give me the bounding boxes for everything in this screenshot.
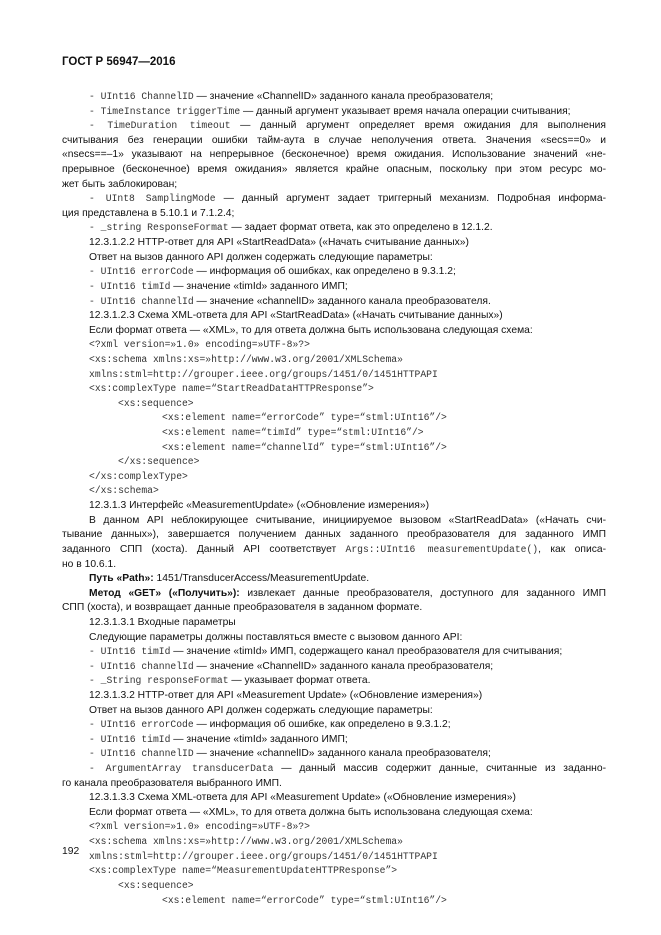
line-text: — данный массив содержит данные, считанные из заданно-	[273, 763, 607, 775]
code-fragment: <xs:schema xmlns:xs=»http://www.w3.org/2001/XMLSchema»	[89, 353, 403, 365]
text-line	[62, 470, 606, 485]
code-fragment: <?xml version=»1.0» encoding=»UTF-8»?>	[89, 821, 310, 833]
code-fragment: xmlns:stml=http://grouper.ieee.org/groups/1451/0/1451HTTPAPI	[89, 850, 438, 862]
line-text: , как описа-	[538, 543, 607, 555]
line-text: заданного СПП (хоста). Данный API соответствует	[62, 543, 346, 555]
text-line	[62, 747, 606, 762]
text-line	[62, 864, 606, 879]
text-line	[62, 105, 606, 120]
line-text: 12.3.1.2.3 Схема XML-ответа для API «StartReadData» («Начать считывание данных»)	[89, 310, 503, 322]
code-fragment: - ArgumentArray transducerData	[89, 763, 274, 775]
line-text: В данном API неблокирующее считывание, инициируемое вызовом «StartReadData» («Начать счи-	[89, 514, 606, 526]
text-line	[62, 324, 606, 339]
code-fragment: - UInt16 errorCode	[89, 719, 194, 731]
text-line	[62, 660, 606, 675]
text-line	[62, 484, 606, 499]
text-line	[62, 499, 606, 514]
text-line	[62, 353, 606, 368]
text-line	[62, 674, 606, 689]
text-line	[62, 178, 606, 193]
text-line	[62, 587, 606, 602]
code-fragment: <xs:element name=“errorCode” type=“stml:UInt16”/>	[162, 412, 447, 424]
line-text: но в 10.6.1.	[62, 558, 117, 570]
line-text: «nsecs==–1» указывают на непрерывное (бесконечное) время ожидания. Использование значений «не-	[62, 149, 606, 161]
bold-label: Путь «Path»:	[89, 573, 154, 585]
code-fragment: <xs:element name=“errorCode” type=“stml:UInt16”/>	[162, 894, 447, 906]
text-line	[62, 631, 606, 646]
code-fragment: - _String responseFormat	[89, 675, 229, 687]
line-text: СПП (хоста), и возвращает данные преобразователя в заданном формате.	[62, 602, 423, 614]
text-line	[62, 251, 606, 266]
line-text: жет быть заблокирован;	[62, 178, 178, 190]
line-text: 12.3.1.3.3 Схема XML-ответа для API «Measurement Update» («Обновление измерения»)	[89, 792, 516, 804]
line-text: — информация об ошибке, как определено в 9.3.1.2;	[193, 719, 451, 731]
line-text: 12.3.1.2.2 HTTP-ответ для API «StartReadData» («Начать считывание данных»)	[89, 237, 469, 249]
text-line	[62, 338, 606, 353]
text-line	[62, 820, 606, 835]
text-line	[62, 879, 606, 894]
code-fragment: </xs:schema>	[89, 485, 159, 497]
code-fragment: - TimeInstance triggerTime	[89, 105, 241, 117]
line-text: — данный аргумент указывает время начала операции считывания;	[240, 105, 571, 117]
line-text: Если формат ответа — «XML», то для ответа должна быть использована следующая схема:	[89, 806, 533, 818]
text-line	[62, 148, 606, 163]
text-line	[62, 543, 606, 558]
code-fragment: <xs:element name=“channelId” type=“stml:UInt16”/>	[162, 441, 447, 453]
text-line	[62, 119, 606, 134]
code-fragment: - UInt16 timId	[89, 646, 171, 658]
text-line	[62, 236, 606, 251]
text-line	[62, 382, 606, 397]
text-line	[62, 558, 606, 573]
code-fragment: - _string ResponseFormat	[89, 222, 229, 234]
line-text: — значение «timId» заданного ИМП;	[170, 280, 348, 292]
code-fragment: - UInt16 timId	[89, 280, 171, 292]
line-text: ция представлена в 5.10.1 и 7.1.2.4;	[62, 207, 235, 219]
text-line	[62, 192, 606, 207]
line-text: Если формат ответа — «XML», то для ответа должна быть использована следующая схема:	[89, 324, 533, 336]
text-line	[62, 455, 606, 470]
code-fragment: <xs:schema xmlns:xs=»http://www.w3.org/2001/XMLSchema»	[89, 836, 403, 848]
text-line	[62, 309, 606, 324]
text-line	[62, 90, 606, 105]
line-text: извлекает данные преобразователя, доступного для заданного ИМП	[239, 587, 606, 599]
line-text: — данный аргумент определяет время ожидания для выполнения	[230, 120, 606, 132]
text-line	[62, 762, 606, 777]
code-fragment: </xs:complexType>	[89, 470, 188, 482]
text-line	[62, 134, 606, 149]
line-text: 12.3.1.3.2 HTTP-ответ для API «Measurement Update» («Обновление измерения»)	[89, 689, 483, 701]
document-body	[62, 90, 606, 908]
line-text: — значение «ChannelID» заданного канала преобразователя;	[193, 660, 494, 672]
text-line	[62, 601, 606, 616]
code-fragment: - UInt16 ChannelID	[89, 91, 194, 102]
text-line	[62, 645, 606, 660]
text-line	[62, 689, 606, 704]
line-text: прерывное (бесконечное) время ожидания» является крайне опасным, поскольку при этом ресурс мо-	[62, 164, 606, 176]
text-line	[62, 850, 606, 865]
code-fragment: <xs:sequence>	[118, 397, 194, 409]
text-line	[62, 777, 606, 792]
text-line	[62, 894, 606, 909]
text-line	[62, 368, 606, 383]
text-line	[62, 280, 606, 295]
line-text: — значение «ChannelID» заданного канала преобразователя;	[193, 91, 494, 102]
text-line	[62, 295, 606, 310]
line-text: — значение «timId» заданного ИМП;	[170, 733, 348, 745]
line-text: — задает формат ответа, как это определено в 12.1.2.	[228, 222, 493, 234]
code-fragment: - UInt16 errorCode	[89, 266, 194, 278]
line-text: — указывает формат ответа.	[228, 675, 371, 687]
line-text: — значение «channelID» заданного канала преобразователя.	[193, 295, 491, 307]
code-fragment: <xs:complexType name=“StartReadDataHTTPResponse”>	[89, 383, 374, 395]
text-line	[62, 397, 606, 412]
code-fragment: - UInt16 channelID	[89, 748, 194, 760]
code-fragment: <xs:element name=“timId” type=“stml:UInt16”/>	[162, 427, 424, 439]
text-line	[62, 835, 606, 850]
text-line	[62, 733, 606, 748]
text-line	[62, 265, 606, 280]
text-line	[62, 163, 606, 178]
text-line	[62, 426, 606, 441]
line-text: Следующие параметры должны поставляться вместе с вызовом данного API:	[89, 631, 463, 643]
text-line	[62, 718, 606, 733]
text-line	[62, 572, 606, 587]
code-fragment: <?xml version=»1.0» encoding=»UTF-8»?>	[89, 339, 310, 351]
line-text: — значение «timId» ИМП, содержащего канал преобразователя для считывания;	[170, 646, 563, 658]
code-fragment: Args::UInt16 measurementUpdate()	[345, 543, 539, 555]
line-text: — данный аргумент задает триггерный механизм. Подробная информа-	[215, 193, 606, 205]
text-line	[62, 441, 606, 456]
code-fragment: - UInt16 channelId	[89, 295, 194, 307]
text-line	[62, 806, 606, 821]
code-fragment: </xs:sequence>	[118, 456, 200, 468]
code-fragment: <xs:sequence>	[118, 879, 194, 891]
line-text: — значение «channelID» заданного канала преобразователя;	[193, 748, 491, 760]
text-line	[62, 514, 606, 529]
code-fragment: - TimeDuration timeout	[89, 120, 231, 132]
bold-label: Метод «GET» («Получить»):	[89, 587, 240, 599]
line-text: Ответ на вызов данного API должен содержать следующие параметры:	[89, 704, 433, 716]
page-number: 192	[62, 846, 80, 857]
document-header: ГОСТ Р 56947—2016	[62, 56, 176, 68]
line-text: считывания без генерации ошибки тайм-аута в случае неполучения ответа. Значения «secs==0» и	[62, 134, 606, 146]
text-line	[62, 704, 606, 719]
code-fragment: - UInt16 channelId	[89, 660, 194, 672]
code-fragment: - UInt16 timId	[89, 733, 171, 745]
line-text: 12.3.1.3.1 Входные параметры	[89, 616, 236, 628]
text-line	[62, 411, 606, 426]
text-line	[62, 207, 606, 222]
text-line	[62, 616, 606, 631]
line-text: 1451/TransducerAccess/MeasurementUpdate.	[153, 573, 370, 585]
line-text: го канала преобразователя выбранного ИМП.	[62, 777, 282, 789]
line-text: тывание данных»), завершается получением данных заданного преобразователя для заданного ИМП	[62, 529, 606, 541]
line-text: Ответ на вызов данного API должен содержать следующие параметры:	[89, 251, 433, 263]
line-text: — информация об ошибках, как определено в 9.3.1.2;	[193, 266, 456, 278]
text-line	[62, 528, 606, 543]
code-fragment: xmlns:stml=http://grouper.ieee.org/groups/1451/0/1451HTTPAPI	[89, 368, 438, 380]
line-text: 12.3.1.3 Интерфейс «MeasurementUpdate» («Обновление измерения»)	[89, 500, 430, 512]
text-line	[62, 221, 606, 236]
code-fragment: <xs:complexType name=“MeasurementUpdateHTTPResponse”>	[89, 865, 398, 877]
text-line	[62, 791, 606, 806]
code-fragment: - UInt8 SamplingMode	[89, 193, 216, 205]
